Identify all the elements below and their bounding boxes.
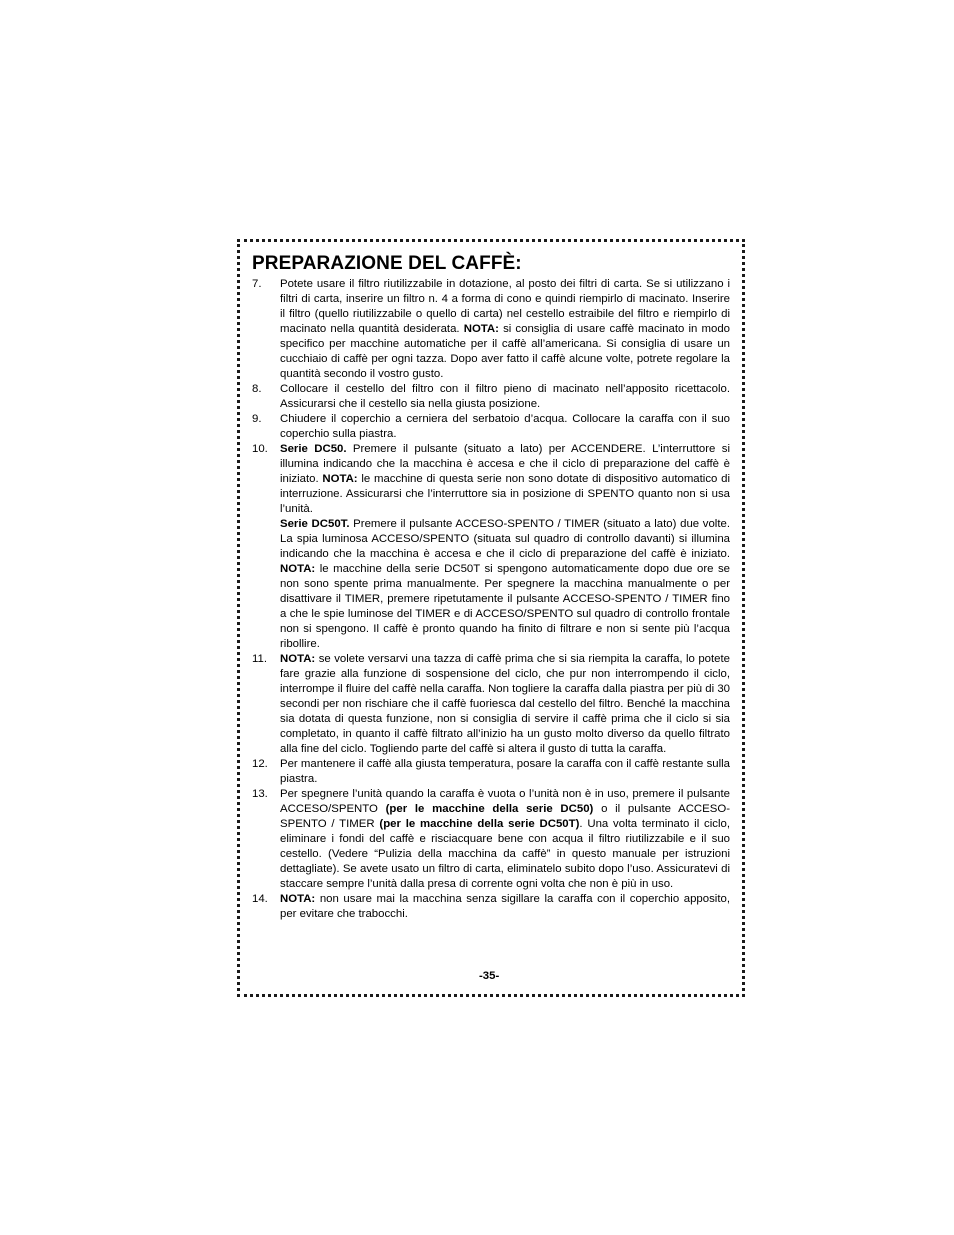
section-title: PREPARAZIONE DEL CAFFÈ: [252, 253, 522, 274]
section-content [252, 252, 730, 922]
item-number: 10. [252, 443, 268, 455]
instruction-item [252, 277, 730, 382]
text-run: se volete versarvi una tazza di caffè prima che si sia riempita la caraffa, lo potete fare grazie alla funzione di sospensione del ciclo, che pur non interrompendo il ciclo, interrompe il fluire del caffè nella caraffa. Non togliere la caraffa dalla piastra per più di 30 secondi per non rischiare che il caffè fuoriesca dal cestello del filtro. Benché la macchina sia dotata di questa funzione, non si consiglia di servire il caffè prima che il ciclo si sia completato, in quanto il caffè filtrato all’inizio ha un gusto molto diverso da quello filtrato alla fine del ciclo. Togliendo parte del caffè si altera il gusto di tutta la caraffa. [280, 653, 730, 755]
item-number: 8. [252, 383, 262, 395]
text-run: Premere il pulsante ACCESO-SPENTO / TIMER (situato a lato) due volte. La spia luminosa ACCESO/SPENTO (situata sul quadro di controllo davanti) si illumina indicando che la macchina è accesa e che il ciclo di preparazione del caffè è iniziato. [280, 518, 730, 560]
text-run: Premere il pulsante (situato a lato) per ACCENDERE. L’interruttore si illumina indicando che la macchina è accesa e che il ciclo di preparazione del caffè è iniziato. [280, 443, 730, 485]
item-paragraph [280, 442, 730, 517]
instruction-item [252, 757, 730, 787]
item-paragraph [280, 412, 730, 442]
text-run: o il pulsante ACCESO-SPENTO / TIMER [280, 803, 730, 830]
item-paragraph [280, 517, 730, 652]
instruction-item [252, 382, 730, 412]
item-number: 12. [252, 758, 268, 770]
instruction-item [252, 442, 730, 652]
bold-text-run: (per le macchine della serie DC50) [385, 803, 594, 815]
text-run: Potete usare il filtro riutilizzabile in dotazione, al posto dei filtri di carta. Se si utilizzano i filtri di carta, inserire un filtro n. 4 a forma di cono e quindi riempirlo di macinato. Inserire il filtro (quello riutilizzabile o quello di carta) nel cestello estraibile del filtro e riempirlo di macinato nella quantità desiderata. [280, 278, 730, 335]
item-paragraph [280, 382, 730, 412]
item-paragraph [280, 652, 730, 757]
instruction-item [252, 787, 730, 892]
instruction-item [252, 892, 730, 922]
instruction-item [252, 652, 730, 757]
item-number: 13. [252, 788, 268, 800]
item-paragraph [280, 892, 730, 922]
text-run: le macchine di questa serie non sono dotate di dispositivo automatico di interruzione. Assicurarsi che l’interruttore sia in posizione di SPENTO quanto non si usa l’unità. [280, 473, 730, 515]
text-run: Collocare il cestello del filtro con il filtro pieno di macinato nell’apposito ricettacolo. Assicurarsi che il cestello sia nella giusta posizione. [280, 383, 730, 410]
text-run: non usare mai la macchina senza sigillare la caraffa con il coperchio apposito, per evitare che trabocchi. [280, 893, 730, 920]
item-paragraph [280, 277, 730, 382]
instruction-list [252, 277, 730, 922]
text-run: si consiglia di usare caffè macinato in modo specifico per macchine automatiche per il caffè all’americana. Si consiglia di usare un cucchiaio di caffè per ogni tazza. Dopo aver fatto il caffè alcune volte, potrete regolare la quantità secondo il vostro gusto. [280, 323, 730, 380]
bold-text-run: Serie DC50T. [280, 518, 350, 530]
bold-text-run: (per le macchine della serie DC50T) [379, 818, 580, 830]
item-number: 11. [252, 653, 267, 665]
bold-text-run: Serie DC50. [280, 443, 347, 455]
text-run: Chiudere il coperchio a cerniera del serbatoio d’acqua. Collocare la caraffa con il suo coperchio sulla piastra. [280, 413, 730, 440]
bold-text-run: NOTA: [463, 323, 499, 335]
text-run: le macchine della serie DC50T si spengono automaticamente dopo due ore se non sono spente prima manualmente. Per spegnere la macchina manualmente o per disattivare il TIMER, premere ripetutamente il pulsante ACCESO-SPENTO / TIMER fino a che le spie luminose del TIMER e di ACCESO/SPENTO sul quadro di controllo frontale non si spengono. Il caffè è pronto quando ha finito di filtrare e non si sente più l’acqua ribollire. [280, 563, 730, 650]
item-number: 7. [252, 278, 262, 290]
text-run: Per mantenere il caffè alla giusta temperatura, posare la caraffa con il caffè restante sulla piastra. [280, 758, 730, 785]
instruction-item [252, 412, 730, 442]
item-paragraph [280, 787, 730, 892]
item-number: 14. [252, 893, 268, 905]
page-number: -35- [479, 970, 500, 982]
item-paragraph [280, 757, 730, 787]
bold-text-run: NOTA: [280, 563, 316, 575]
item-number: 9. [252, 413, 262, 425]
text-run: . Una volta terminato il ciclo, eliminare i fondi del caffè e risciacquare bene con acqua il filtro riutilizzabile e il suo cestello. (Vedere “Pulizia della macchina da caffè” in questo manuale per istruzioni dettagliate). Se avete usato un filtro di carta, eliminatelo subito dopo l’uso. Assicuratevi di staccare sempre l’unità dalla presa di corrente ogni volta che non è più in uso. [280, 818, 730, 890]
bold-text-run: NOTA: [322, 473, 358, 485]
text-run: Per spegnere l’unità quando la caraffa è vuota o l’unità non è in uso, premere il pulsante ACCESO/SPENTO [280, 788, 730, 815]
bold-text-run: NOTA: [280, 893, 316, 905]
bold-text-run: NOTA: [280, 653, 316, 665]
